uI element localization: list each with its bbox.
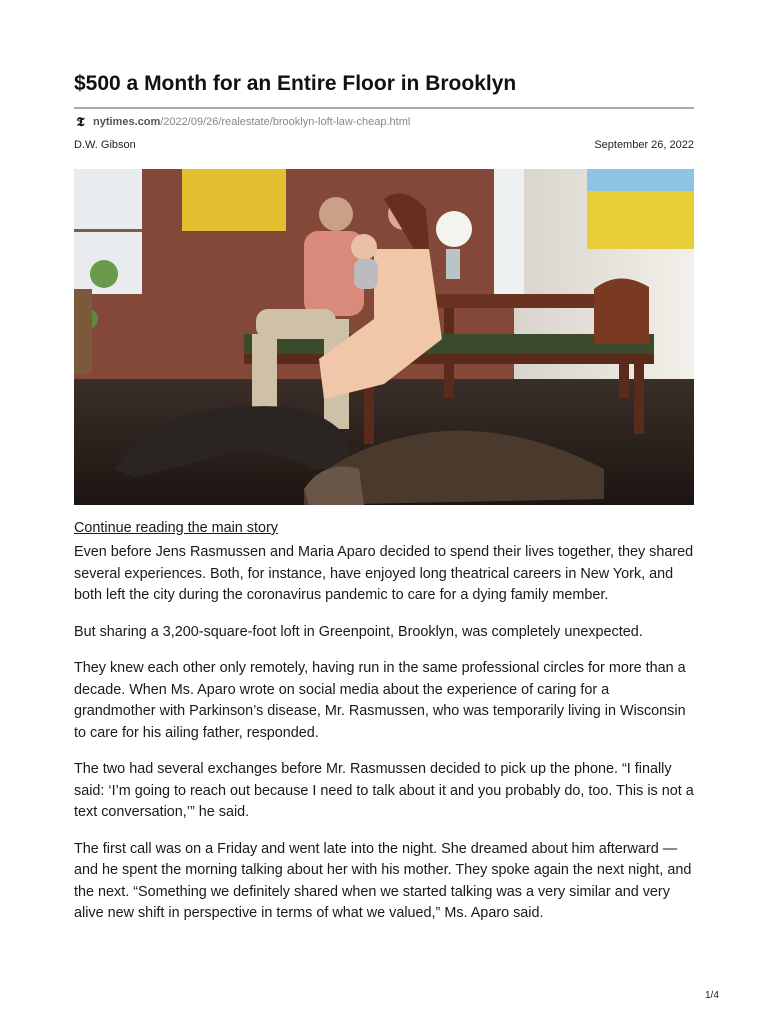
continue-reading-link[interactable]: Continue reading the main story bbox=[74, 520, 278, 536]
article-title: $500 a Month for an Entire Floor in Brooklyn bbox=[74, 72, 517, 95]
title-divider bbox=[74, 107, 694, 109]
byline bbox=[74, 139, 694, 151]
article-photo bbox=[74, 169, 694, 505]
article-body bbox=[74, 542, 694, 940]
paragraph: But sharing a 3,200-square-foot loft in Greenpoint, Brooklyn, was completely unexpected. bbox=[74, 623, 643, 640]
paragraph: The two had several exchanges before Mr. Rasmussen decided to pick up the phone. “I finally said: ‘I’m going to reach out because I need to talk about it and you probably do, too. This is not a text conversation,’” he said. bbox=[74, 761, 694, 820]
nyt-logo-icon: 𝕿 bbox=[76, 114, 85, 130]
source-line bbox=[74, 114, 410, 130]
paragraph: Even before Jens Rasmussen and Maria Aparo decided to spend their lives together, they shared several experiences. Both, for instance, have enjoyed long theatrical careers in New York, and both left the city during the coronavirus pandemic to care for a dying family member. bbox=[74, 544, 694, 603]
paragraph: They knew each other only remotely, having run in the same professional circles for more than a decade. When Ms. Aparo wrote on social media about the experience of caring for a grandmother with Parkinson’s disease, Mr. Rasmussen, who was temporarily living in Wisconsin to care for his ailing father, responded. bbox=[74, 660, 686, 741]
source-path[interactable]: /2022/09/26/realestate/brooklyn-loft-law-cheap.html bbox=[160, 116, 411, 128]
source-domain[interactable]: nytimes.com bbox=[93, 116, 161, 128]
page-number: 1/4 bbox=[705, 990, 719, 1001]
author-name: D.W. Gibson bbox=[74, 139, 136, 151]
paragraph: The first call was on a Friday and went late into the night. She dreamed about him afterward — and he spent the morning talking about her with his mother. They spoke again the next night, and the next. “Something we definitely shared when we started talking was a very similar and very alive new shift in perspective in terms of what we valued,” Ms. Aparo said. bbox=[74, 840, 692, 921]
publish-date: September 26, 2022 bbox=[594, 139, 694, 151]
